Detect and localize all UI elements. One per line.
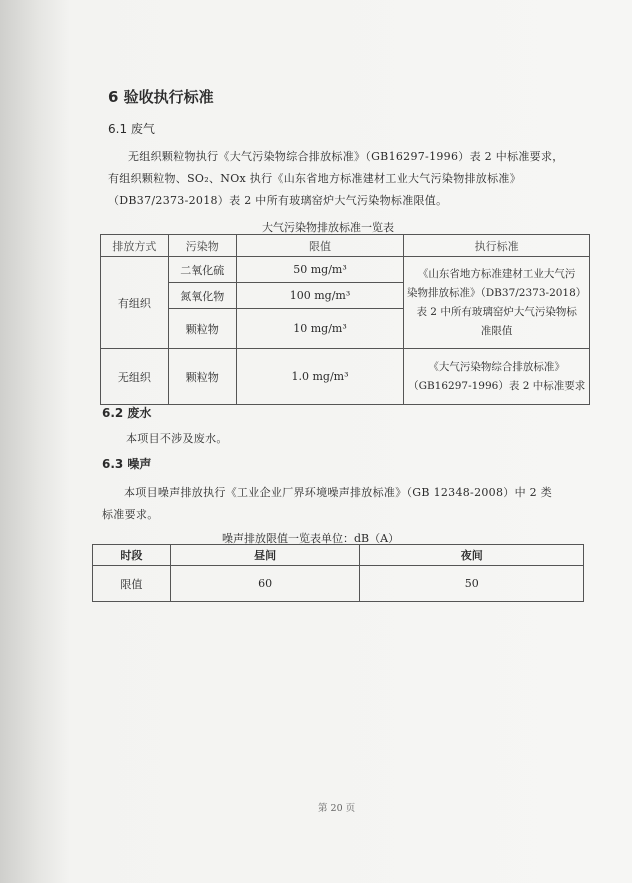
air-standard-table xyxy=(100,234,590,405)
table-header: 夜间 xyxy=(360,545,584,566)
limit-cell: 50 mg/m³ xyxy=(236,257,404,283)
table-header: 污染物 xyxy=(168,235,236,257)
section-title-6: 6 验收执行标准 xyxy=(108,88,214,106)
table-header: 时段 xyxy=(93,545,171,566)
paragraph-line: 本项目噪声排放执行《工业企业厂界环境噪声排放标准》（GB 12348-2008）中 2 类 xyxy=(124,486,553,499)
section-title-6-2: 6.2 废水 xyxy=(102,406,152,420)
day-limit-cell: 60 xyxy=(170,566,360,602)
pollutant-cell: 颗粒物 xyxy=(168,309,236,349)
limit-cell: 100 mg/m³ xyxy=(236,283,404,309)
pollutant-cell: 氮氧化物 xyxy=(168,283,236,309)
table-header: 排放方式 xyxy=(101,235,169,257)
standard-cell xyxy=(404,257,590,349)
night-limit-cell: 50 xyxy=(360,566,584,602)
row-label-cell: 限值 xyxy=(93,566,171,602)
pollutant-cell: 二氧化硫 xyxy=(168,257,236,283)
standard-line: 《山东省地方标准建材工业大气污 xyxy=(417,267,576,280)
section-title-6-1: 6.1 废气 xyxy=(108,122,155,136)
paragraph-line: 有组织颗粒物、SO₂、NOx 执行《山东省地方标准建材工业大气污染物排放标准》 xyxy=(108,172,522,185)
limit-cell: 10 mg/m³ xyxy=(236,309,404,349)
pollutant-cell: 颗粒物 xyxy=(168,349,236,405)
standard-line: 染物排放标准》（DB37/2373-2018） xyxy=(407,286,587,299)
limit-cell: 1.0 mg/m³ xyxy=(236,349,404,405)
noise-table-caption: 噪声排放限值一览表单位：dB（A） xyxy=(222,532,400,545)
paragraph-line: 无组织颗粒物执行《大气污染物综合排放标准》（GB16297-1996）表 2 中标准要求， xyxy=(128,150,564,163)
standard-cell xyxy=(404,349,590,405)
noise-limit-table xyxy=(92,544,584,602)
table-header: 昼间 xyxy=(170,545,360,566)
page-number: 第 20 页 xyxy=(318,803,356,814)
paragraph-line: （DB37/2373-2018）表 2 中所有玻璃窑炉大气污染物标准限值。 xyxy=(108,194,448,207)
standard-line: 《大气污染物综合排放标准》 xyxy=(428,360,565,373)
table-header: 执行标准 xyxy=(404,235,590,257)
standard-line: 准限值 xyxy=(480,324,513,337)
paragraph-line: 标准要求。 xyxy=(102,508,159,521)
standard-line: （GB16297-1996）表 2 中标准要求 xyxy=(408,379,586,392)
section-title-6-3: 6.3 噪声 xyxy=(102,457,152,471)
standard-line: 表 2 中所有玻璃窑炉大气污染物标 xyxy=(416,305,577,318)
table-header: 限值 xyxy=(236,235,404,257)
emission-mode-cell: 有组织 xyxy=(101,257,169,349)
emission-mode-cell: 无组织 xyxy=(101,349,169,405)
paragraph-line: 本项目不涉及废水。 xyxy=(126,432,228,445)
air-table-caption: 大气污染物排放标准一览表 xyxy=(262,221,394,234)
